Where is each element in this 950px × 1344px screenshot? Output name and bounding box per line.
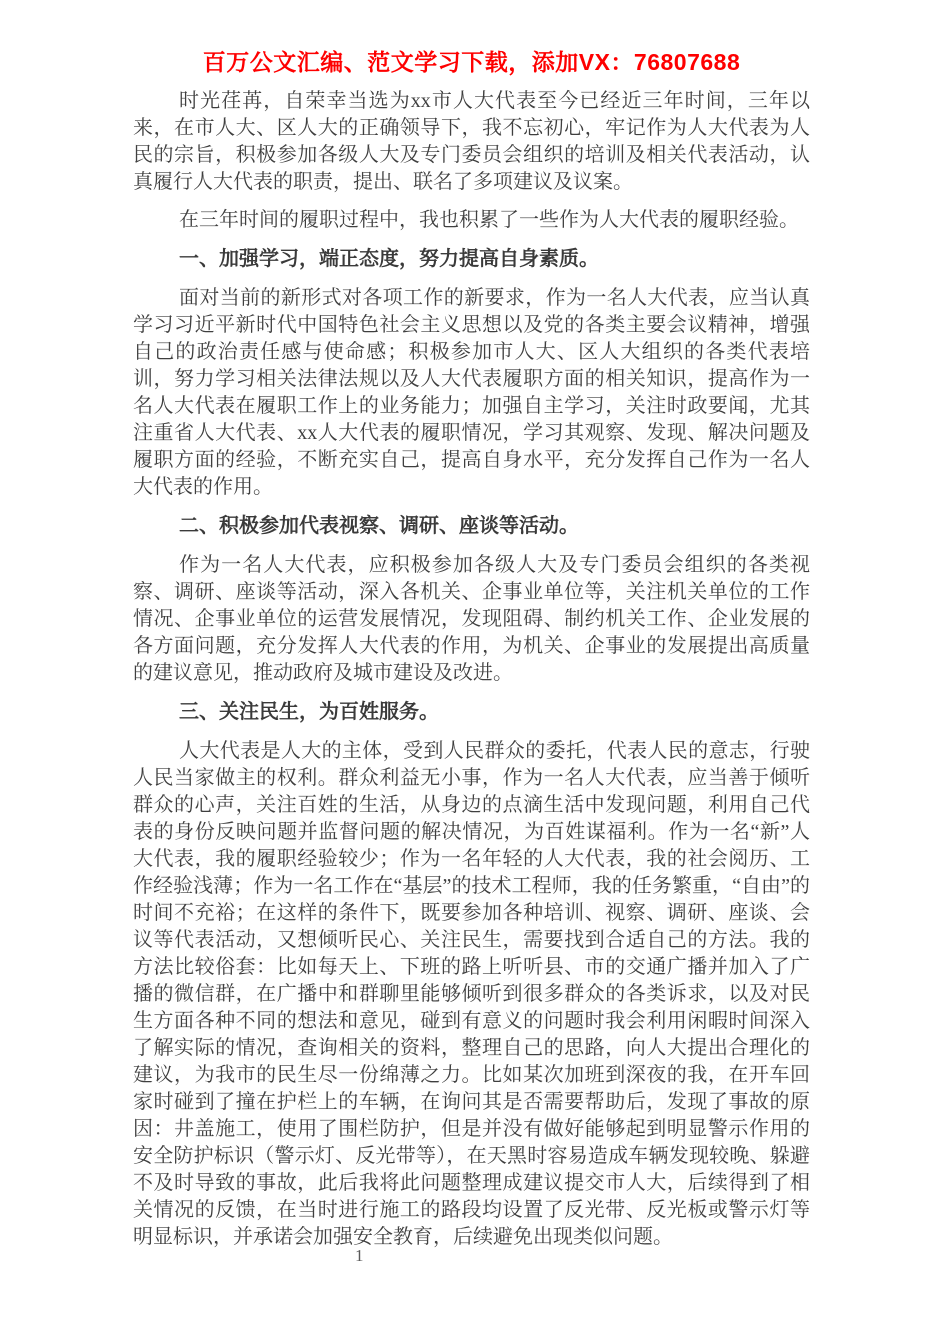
section-heading-1: 一、加强学习，端正态度，努力提高自身素质。 — [179, 248, 599, 270]
body-paragraph: 人大代表是人大的主体，受到人民群众的委托，代表人民的意志，行驶人民当家做主的权利。群众利益无小事，作为一名人大代表，应当善于倾听群众的心声，关注百姓的生活，从身边的点滴生活中发现问题，利用自己代表的身份反映问题并监督问题的解决情况，为百姓谋福利。作为一名“新”人大代表，我的履职经验较少；作为一名年轻的人大代表，我的社会阅历、工作经验浅薄；作为一名工作在“基层”的技术工程师，我的任务繁重，“自由”的时间不充裕；在这样的条件下，既要参加各种培训、视察、调研、座谈、会议等代表活动，又想倾听民心、关注民生，需要找到合适自己的方法。我的方法比较俗套：比如每天上、下班的路上听听县、市的交通广播并加入了广播的微信群，在广播中和群聊里能够倾听到很多群众的各类诉求，以及对民生方面各种不同的想法和意见，碰到有意义的问题时我会利用闲暇时间深入了解实际的情况，查询相关的资料，整理自己的思路，向人大提出合理化的建议，为我市的民生尽一份绵薄之力。比如某次加班到深夜的我，在开车回家时碰到了撞在护栏上的车辆，在询问其是否需要帮助后，发现了事故的原因：井盖施工，使用了围栏防护，但是并没有做好能够起到明显警示作用的安全防护标识（警示灯、反光带等），在天黑时容易造成车辆发现较晚、躲避不及时导致的事故，此后我将此问题整理成建议提交市人大，后续得到了相关情况的反馈，在当时进行施工的路段均设置了反光带、反光板或警示灯等明显标识，并承诺会加强安全教育，后续避免出现类似问题。 — [133, 740, 810, 1248]
section-heading-3: 三、关注民生，为百姓服务。 — [179, 701, 439, 723]
page-number: 1 — [355, 1246, 364, 1265]
body-paragraph: 作为一名人大代表，应积极参加各级人大及专门委员会组织的各类视察、调研、座谈等活动，深入各机关、企事业单位等，关注机关单位的工作情况、企事业单位的运营发展情况，发现阻碍、制约机关工作、企业发展的各方面问题，充分发挥人大代表的作用，为机关、企事业的发展提出高质量的建议意见，推动政府及城市建设及改进。 — [133, 554, 810, 684]
body-paragraph: 面对当前的新形式对各项工作的新要求，作为一名人大代表，应当认真学习习近平新时代中国特色社会主义思想以及党的各类主要会议精神，增强自己的政治责任感与使命感；积极参加市人大、区人大组织的各类代表培训，努力学习相关法律法规以及人大代表履职方面的相关知识，提高作为一名人大代表在履职工作上的业务能力；加强自主学习，关注时政要闻，尤其注重省人大代表、xx人大代表的履职情况，学习其观察、发现、解决问题及履职方面的经验，不断充实自己，提高自身水平，充分发挥自己作为一名人大代表的作用。 — [133, 287, 810, 498]
section-heading-2: 二、积极参加代表视察、调研、座谈等活动。 — [179, 515, 579, 537]
body-paragraph: 时光荏苒，自荣幸当选为xx市人大代表至今已经近三年时间，三年以来，在市人大、区人大的正确领导下，我不忘初心，牢记作为人大代表为人民的宗旨，积极参加各级人大及专门委员会组织的培训及相关代表活动，认真履行人大代表的职责，提出、联名了多项建议及议案。 — [133, 90, 810, 193]
body-paragraph: 在三年时间的履职过程中，我也积累了一些作为人大代表的履职经验。 — [179, 209, 799, 231]
promo-header-text: 百万公文汇编、范文学习下载，添加VX：76807688 — [202, 49, 741, 75]
document-content — [133, 0, 810, 1262]
